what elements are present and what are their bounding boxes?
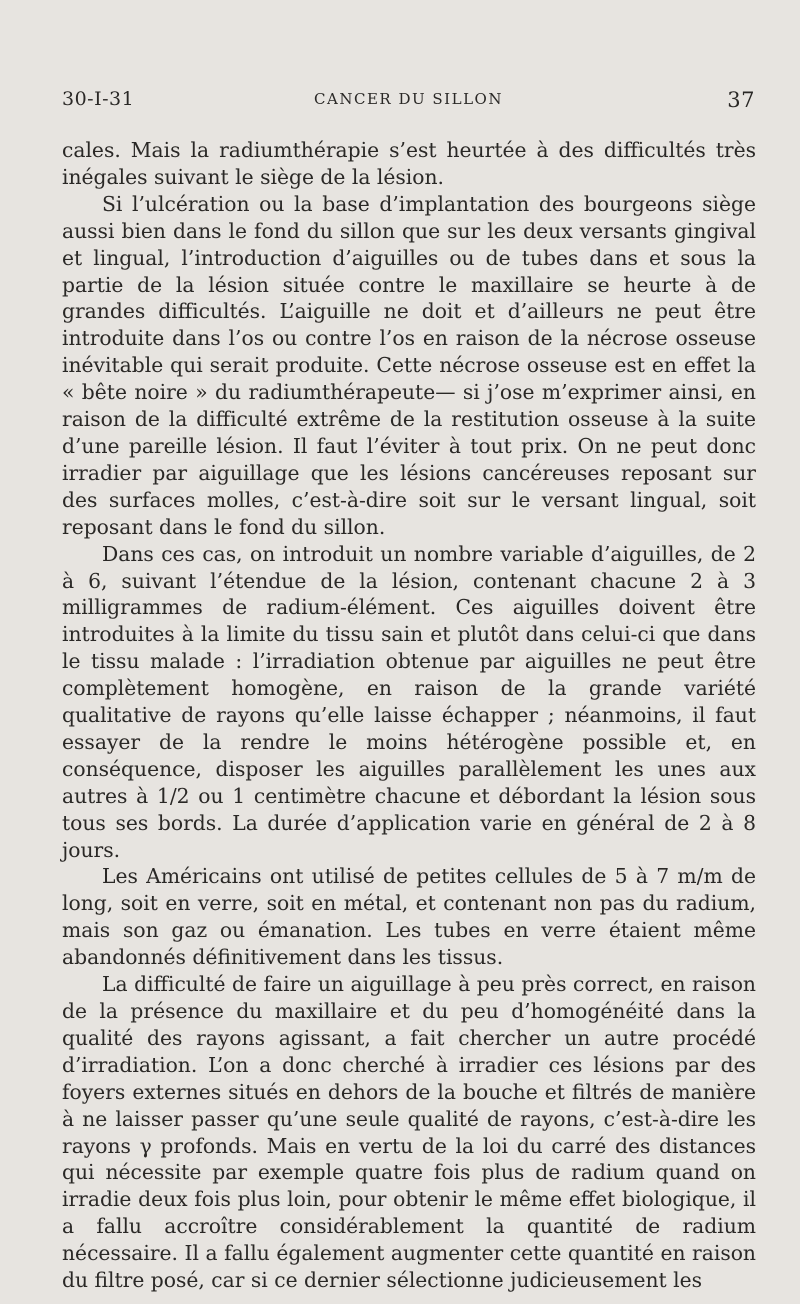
page-number: 37 — [727, 88, 755, 112]
body-text — [62, 137, 756, 1294]
header-title: CANCER DU SILLON — [314, 90, 503, 108]
header-date: 30-I-31 — [62, 88, 135, 110]
paragraph: Dans ces cas, on introduit un nombre variable d’aiguilles, de 2 à 6, suivant l’étendue de la lésion, contenant chacune 2 à 3 milligrammes de radium-élément. Ces aiguilles doivent être introduites à la limite du tissu sain et plutôt dans celui-ci que dans le tissu malade : l’irradiation obtenue par aiguilles ne peut être complètement homogène, en raison de la grande variété qualitative de rayons qu’elle laisse échapper ; néanmoins, il faut essayer de la rendre le moins hétérogène possible et, en conséquence, disposer les aiguilles parallèlement les unes aux autres à 1/2 ou 1 centimètre chacune et débordant la lésion sous tous ses bords. La durée d’application varie en général de 2 à 8 jours. — [62, 541, 756, 862]
paragraph: Les Américains ont utilisé de petites cellules de 5 à 7 m/m de long, soit en verre, soit en métal, et contenant non pas du radium, mais son gaz ou émanation. Les tubes en verre étaient même abandonnés définitivement dans les tissus. — [62, 864, 756, 970]
paragraph: La difficulté de faire un aiguillage à peu près correct, en raison de la présence du maxillaire et du peu d’homogénéité dans la qualité des rayons agissant, a fait chercher un autre procédé d’irradiation. L’on a donc cherché à irradier ces lésions par des foyers externes situés en dehors de la bouche et filtrés de manière à ne laisser passer qu’une seule qualité de rayons, c’est-à-dire les rayons γ profonds. Mais en vertu de la loi du carré des distances qui nécessite par exemple quatre fois plus de radium quand on irradie deux fois plus loin, pour obtenir le même effet biologique, il a fallu accroître considérablement la quantité de radium nécessaire. Il a fallu également augmenter cette quantité en raison du filtre posé, car si ce dernier sélectionne judicieusement les — [62, 972, 756, 1293]
paragraph: cales. Mais la radiumthérapie s’est heurtée à des difficultés très inégales suivant le siège de la lésion. — [62, 138, 756, 189]
paragraph: Si l’ulcération ou la base d’implantation des bourgeons siège aussi bien dans le fond du sillon que sur les deux versants gingival et lingual, l’introduction d’aiguilles ou de tubes dans et sous la partie de la lésion située contre le maxillaire se heurte à de grandes difficultés. L’aiguille ne doit et d’ailleurs ne peut être introduite dans l’os ou contre l’os en raison de la nécrose osseuse inévitable qui serait produite. Cette nécrose osseuse est en effet la « bête noire » du radiumthérapeute— si j’ose m’exprimer ainsi, en raison de la difficulté extrême de la restitution osseuse à la suite d’une pareille lésion. Il faut l’éviter à tout prix. On ne peut donc irradier par aiguillage que les lésions cancéreuses reposant sur des surfaces molles, c’est-à-dire soit sur le versant lingual, soit reposant dans le fond du sillon. — [62, 191, 756, 539]
running-header — [62, 88, 755, 116]
